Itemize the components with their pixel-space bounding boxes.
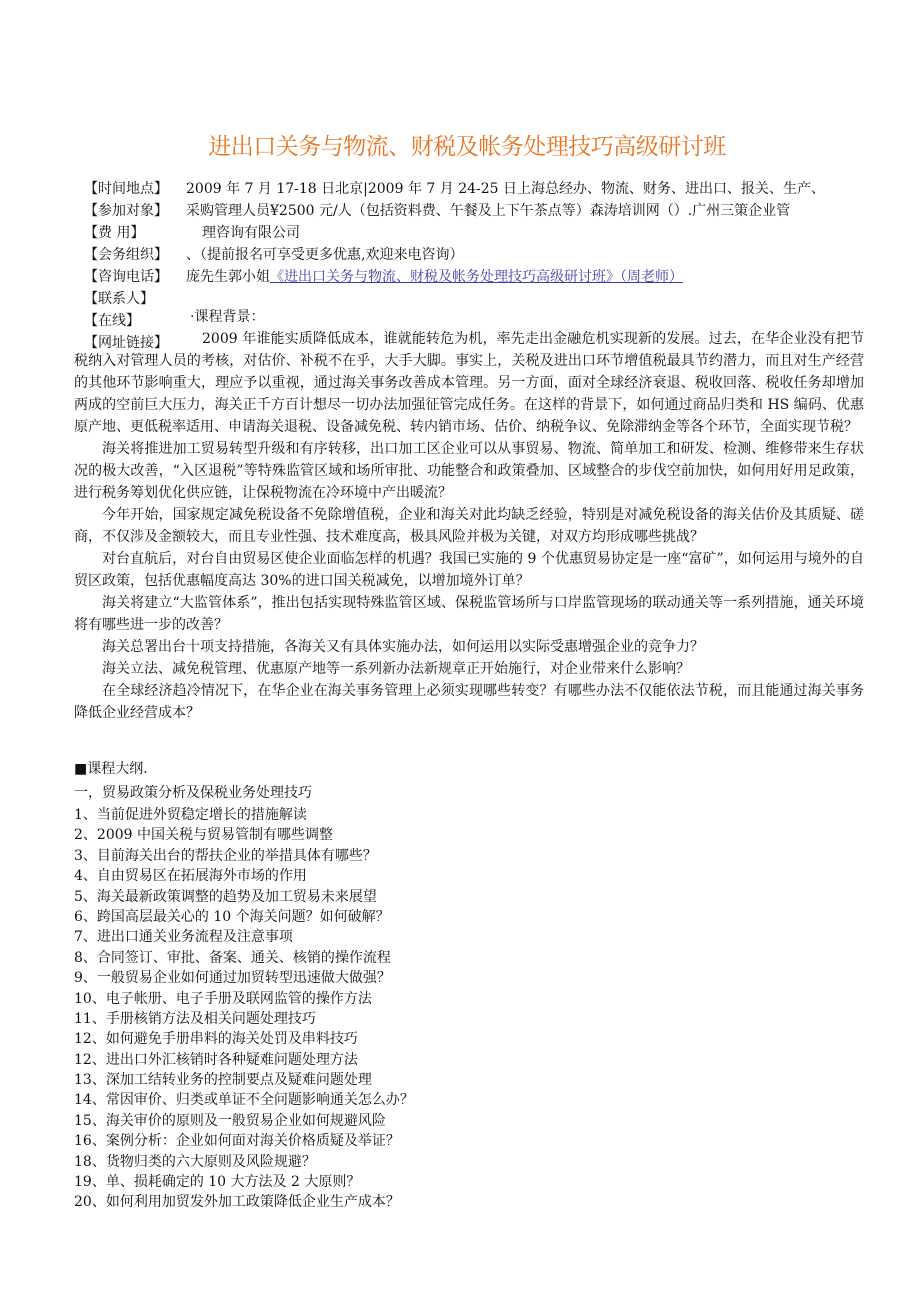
- contact-names: 庞先生郭小姐: [186, 269, 270, 285]
- info-line: 、（提前报名可享受更多优惠,欢迎来电咨询）: [186, 247, 464, 263]
- background-paragraph: 海关总署出台十项支持措施，各海关又有具体实施办法，如何运用以实际受惠增强企业的竞争力？: [102, 639, 704, 655]
- outline-item: 4、自由贸易区在拓展海外市场的作用: [74, 868, 307, 885]
- info-line: 2009 年 7 月 17-18 日北京|2009 年 7 月 24-25 日上海总经办、物流、财务、进出口、报关、生产、: [186, 181, 826, 197]
- page-title: 进出口关务与物流、财税及帐务处理技巧高级研讨班: [208, 134, 726, 160]
- outline-item: 16、案例分析：企业如何面对海关价格质疑及举证？: [74, 1133, 400, 1150]
- background-body: [74, 328, 864, 724]
- outline-item: 19、单、损耗确定的 10 大方法及 2 大原则？: [74, 1174, 361, 1191]
- section-heading: 一，贸易政策分析及保税业务处理技巧: [74, 785, 312, 801]
- background-paragraph: 海关将建立“大监管体系”，推出包括实现特殊监管区域、保税监管场所与口岸监管现场的联动通关等一系列措施，通关环境将有哪些进一步的改善？: [74, 595, 864, 633]
- info-label-organizer: 【会务组织】: [84, 247, 168, 263]
- outline-item: 11、手册核销方法及相关问题处理技巧: [74, 1010, 316, 1027]
- outline-list: [74, 805, 864, 1213]
- outline-item: 2、2009 中国关税与贸易管制有哪些调整: [74, 827, 333, 844]
- outline-item: 12、进出口外汇核销时各种疑难问题处理方法: [74, 1051, 358, 1068]
- info-text: [186, 178, 846, 288]
- background-paragraph: 海关将推进加工贸易转型升级和有序转移，出口加工区企业可以从事贸易、物流、简单加工和研发、检测、维修带来生存状况的极大改善，“入区退税”等特殊监管区域和场所审批、功能整合和政策叠加、区域整合的步伐空前加快，如何用好用足政策，进行税务筹划优化供应链，让保税物流在冷环境中产出暖流？: [74, 441, 864, 501]
- outline-item: 9、一般贸易企业如何通过加贸转型迅速做大做强？: [74, 970, 391, 987]
- info-line-phone: [186, 266, 846, 288]
- outline-item: 1、当前促进外贸稳定增长的措施解读: [74, 807, 307, 823]
- info-line: 采购管理人员¥2500 元/人（包括资料费、午餐及上下午茶点等）森涛培训网（）.广州三策企业管: [186, 203, 791, 219]
- info-label-fee: 【费 用】: [84, 225, 145, 241]
- outline-item: 8、合同签订、审批、备案、通关、核销的操作流程: [74, 949, 391, 966]
- outline-item: 18、货物归类的六大原则及风险规避？: [74, 1153, 316, 1170]
- info-line: 理咨询有限公司: [202, 225, 300, 241]
- outline-item: 5、海关最新政策调整的趋势及加工贸易未来展望: [74, 888, 377, 905]
- background-paragraph: 海关立法、减免税管理、优惠原产地等一系列新办法新规章正开始施行，对企业带来什么影响？: [102, 661, 690, 677]
- info-label-online: 【在线】: [84, 313, 140, 329]
- outline-item: 12、如何避免手册串料的海关处罚及串料技巧: [74, 1031, 358, 1048]
- info-label-phone: 【咨询电话】: [84, 269, 168, 285]
- outline-item: 3、目前海关出台的帮扶企业的举措具体有哪些？: [74, 847, 377, 864]
- background-paragraph: 在全球经济趋冷情况下，在华企业在海关事务管理上必须实现哪些转变？有哪些办法不仅能依法节税，而且能通过海关事务降低企业经营成本？: [74, 683, 864, 721]
- outline-item: 10、电子帐册、电子手册及联网监管的操作方法: [74, 990, 372, 1007]
- info-label-contact: 【联系人】: [84, 291, 154, 307]
- background-paragraph: 今年开始，国家规定减免税设备不免除增值税，企业和海关对此均缺乏经验，特别是对减免税设备的海关估价及其质疑、磋商，不仅涉及金额较大，而且专业性强、技术难度高，极具风险并极为关键，对双方均形成哪些挑战？: [74, 507, 864, 545]
- info-label-time-place: 【时间地点】: [84, 181, 168, 197]
- background-paragraph: 对台直航后，对台自由贸易区使企业面临怎样的机遇？我国已实施的 9 个优惠贸易协定是一座“富矿”，如何运用与境外的自贸区政策，包括优惠幅度高达 30%的进口国关税减免，以增加境外订单？: [74, 551, 864, 589]
- background-paragraph: 2009 年谁能实质降低成本，谁就能转危为机，率先走出金融危机实现新的发展。过去，在华企业没有把节税纳入对管理人员的考核，对估价、补税不在乎，大手大脚。事实上，关税及进出口环节增值税最具节约潜力，而且对生产经营的其他环节影响重大，理应予以重视，通过海关事务改善成本管理。另一方面，面对全球经济衰退、税收回落、税收任务却增加两成的空前巨大压力，海关正千方百计想尽一切办法加强征管完成任务。在这样的背景下，如何通过商品归类和 HS 编码、优惠原产地、更低税率适用、申请海关退税、设备减免税、转内销市场、估价、纳税争议、免除滞纳金等各个环节，全面实现节税？: [74, 331, 864, 435]
- outline-item: 15、海关审价的原则及一般贸易企业如何规避风险: [74, 1112, 386, 1129]
- outline-item: 14、常因审价、归类或单证不全问题影响通关怎么办？: [74, 1092, 414, 1109]
- outline-heading: ■课程大纲.: [74, 761, 148, 777]
- info-label-audience: 【参加对象】: [84, 203, 168, 219]
- course-link[interactable]: 《进出口关务与物流、财税及帐务处理技巧高级研讨班》（周老师）: [270, 269, 683, 285]
- info-label-url: 【网址链接】: [84, 335, 168, 351]
- outline-item: 13、深加工结转业务的控制要点及疑难问题处理: [74, 1072, 372, 1089]
- outline-item: 20、如何利用加贸发外加工政策降低企业生产成本？: [74, 1194, 400, 1211]
- background-heading: ·课程背景：: [190, 309, 265, 325]
- outline-item: 6、跨国高层最关心的 10 个海关问题？如何破解？: [74, 908, 390, 925]
- outline-item: 7、进出口通关业务流程及注意事项: [74, 929, 293, 946]
